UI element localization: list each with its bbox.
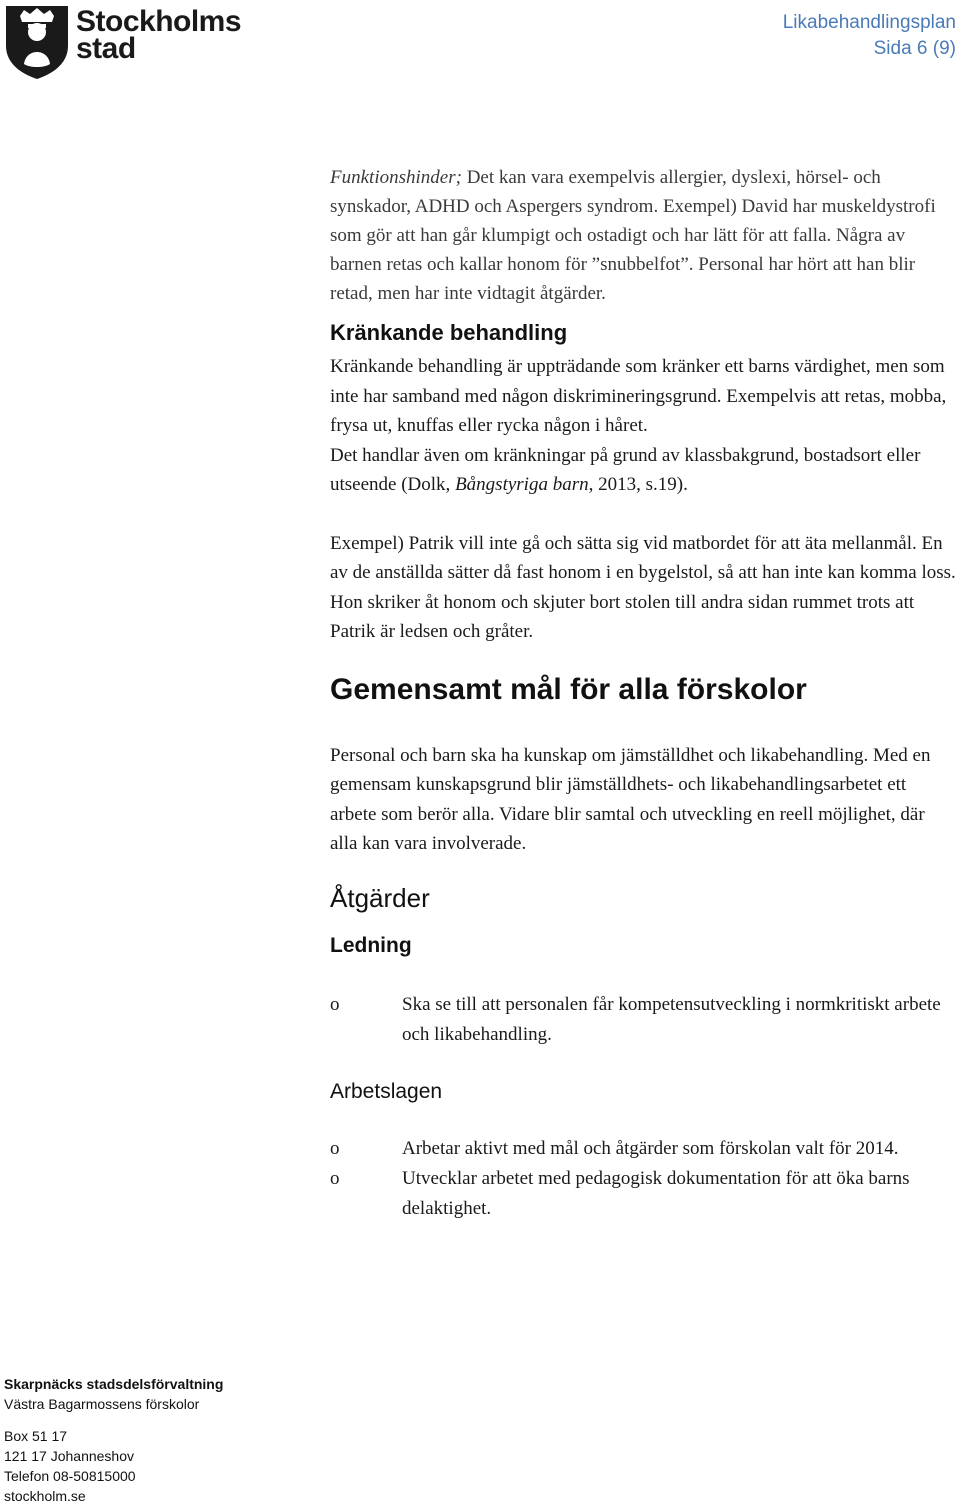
- crown-shield-icon: [4, 2, 70, 80]
- list-item: [330, 1164, 956, 1224]
- arbetslagen-heading: Arbetslagen: [330, 1079, 443, 1103]
- list-item-text: Utvecklar arbetet med pedagogisk dokumentation för att öka barns delaktighet.: [402, 1167, 910, 1219]
- footer-postal: 121 17 Johanneshov: [4, 1448, 134, 1464]
- footer-org: Skarpnäcks stadsdelsförvaltning: [4, 1376, 224, 1392]
- krankande-para-2-b: , 2013, s.19).: [588, 474, 688, 495]
- atgarder-heading: Åtgärder: [330, 882, 430, 913]
- stockholms-stad-logo: [4, 2, 241, 80]
- footer-box: Box 51 17: [4, 1428, 68, 1444]
- footer-web-link[interactable]: stockholm.se: [4, 1488, 86, 1504]
- footer-phone: Telefon 08-50815000: [4, 1468, 136, 1484]
- logo-line-2: stad: [76, 32, 136, 65]
- logo-line-1: Stockholms: [76, 5, 242, 38]
- document-title: Likabehandlingsplan: [782, 12, 956, 33]
- list-item-text: Ska se till att personalen får kompetensutveckling i normkritiskt arbete och likabehandling.: [402, 993, 941, 1045]
- intro-text: Det kan vara exempelvis allergier, dyslexi, hörsel- och synskador, ADHD och Aspergers syndrom. Exempel) David har muskeldystrofi som gör att han går klumpigt och ostadigt och har lätt för att falla. Några av barnen retas och kallar honom för ”snubbelfot”. Personal har hört att han blir retad, men har inte vidtagit åtgärder.: [330, 167, 936, 304]
- mal-heading: Gemensamt mål för alla förskolor: [330, 672, 807, 706]
- page-number: Sida 6 (9): [873, 38, 956, 59]
- list-item: [330, 1134, 956, 1164]
- intro-paragraph: [330, 163, 956, 308]
- main-content: [330, 163, 956, 1224]
- intro-italic-term: Funktionshinder;: [330, 167, 462, 188]
- bullet-marker: o: [330, 1137, 340, 1159]
- page-header: [783, 10, 956, 62]
- mal-text: Personal och barn ska ha kunskap om jämställdhet och likabehandling. Med en gemensam kunskapsgrund blir jämställdhets- och likabehandlingsarbetet ett arbete som berör alla. Vidare blir samtal och utveckling en reell möjlighet, där alla kan vara involverade.: [330, 744, 931, 854]
- bullet-marker: o: [330, 1167, 340, 1189]
- ledning-list: [330, 990, 956, 1050]
- krankande-para-2-a: Det handlar även om kränkningar på grund av klassbakgrund, bostadsort eller utseende (Dolk,: [330, 444, 921, 495]
- book-title: Bångstyriga barn: [455, 474, 589, 495]
- list-item-text: Arbetar aktivt med mål och åtgärder som förskolan valt för 2014.: [402, 1137, 899, 1159]
- krankande-para-2: [330, 441, 956, 500]
- footer-unit: Västra Bagarmossens förskolor: [4, 1396, 200, 1412]
- bullet-marker: o: [330, 993, 340, 1015]
- page-footer: [4, 1374, 223, 1506]
- krankande-heading: Kränkande behandling: [330, 320, 568, 345]
- list-item: [330, 990, 956, 1050]
- arbetslagen-list: [330, 1134, 956, 1224]
- krankande-para-1: Kränkande behandling är uppträdande som kränker ett barns värdighet, men som inte har samband med någon diskrimineringsgrund. Exempelvis att retas, mobba, frysa ut, knuffas eller rycka någon i håret.: [330, 356, 947, 436]
- krankande-example: Exempel) Patrik vill inte gå och sätta sig vid matbordet för att äta mellanmål. En av de anställda sätter då fast honom i en bygelstol, så att han inte kan komma loss. Hon skriker åt honom och skjuter bort stolen till andra sidan rummet trots att Patrik är ledsen och gråter.: [330, 532, 956, 642]
- ledning-heading: Ledning: [330, 933, 412, 957]
